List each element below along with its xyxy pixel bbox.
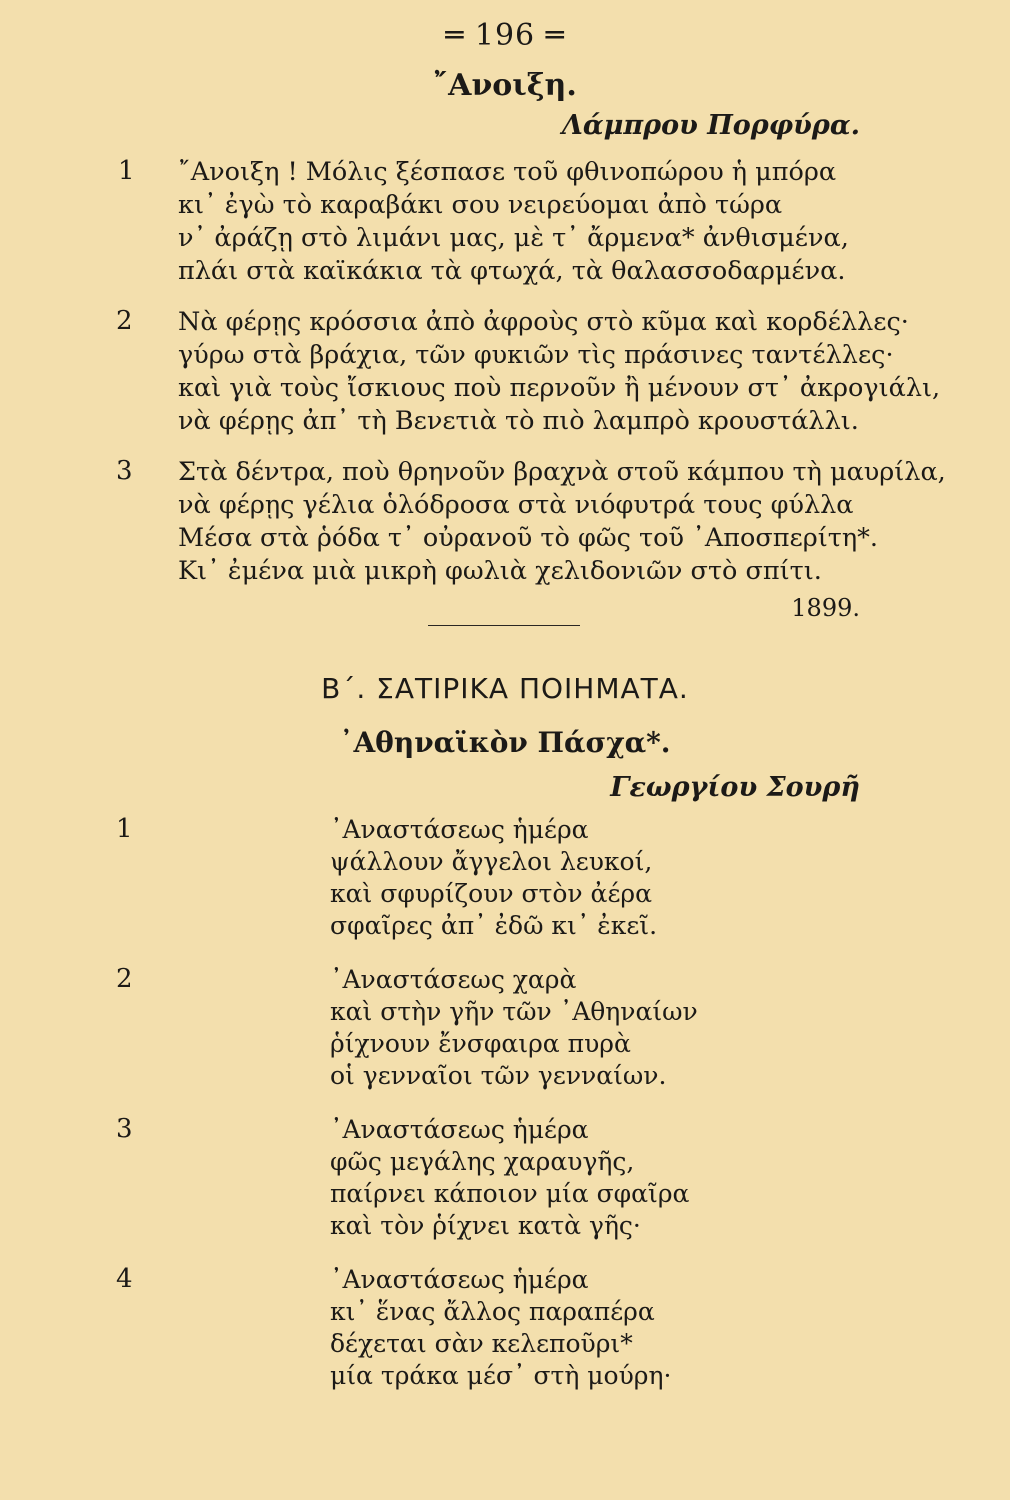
stanza-number: 3 (116, 1114, 133, 1144)
stanza (178, 306, 940, 438)
verse-line: σφαῖρες ἀπ᾿ ἐδῶ κι᾿ ἐκεῖ. (330, 911, 658, 940)
verse-line: ᾿Αναστάσεως ἡμέρα (330, 1115, 589, 1144)
verse-line: οἱ γενναῖοι τῶν γενναίων. (330, 1061, 667, 1090)
verse-line: καὶ στὴν γῆν τῶν ᾿Αθηναίων (330, 997, 698, 1026)
verse-line: ᾿Αναστάσεως ἡμέρα (330, 1265, 589, 1294)
verse-line: νὰ φέρῃς γέλια ὁλόδροσα στὰ νιόφυτρά τους φύλλα (178, 490, 854, 520)
verse-line: Μέσα στὰ ῥόδα τ᾿ οὐρανοῦ τὸ φῶς τοῦ ᾿Αποσπερίτη*. (178, 523, 878, 553)
stanza-number: 1 (118, 156, 135, 186)
verse-line: Κι᾿ ἐμένα μιὰ μικρὴ φωλιὰ χελιδονιῶν στὸ σπίτι. (178, 556, 822, 586)
poem-author: Λάμπρου Πορφύρα. (561, 110, 860, 141)
stanza (178, 456, 946, 588)
verse-line: παίρνει κάποιον μία σφαῖρα (330, 1179, 690, 1208)
stanza (330, 814, 657, 942)
stanza-number: 1 (116, 814, 133, 844)
stanza-number: 2 (116, 306, 133, 336)
verse-line: γύρω στὰ βράχια, τῶν φυκιῶν τὶς πράσινες ταντέλλες· (178, 340, 894, 370)
verse-line: ῎Ανοιξη ! Μόλις ξέσπασε τοῦ φθινοπώρου ἡ μπόρα (178, 157, 837, 187)
verse-line: καὶ σφυρίζουν στὸν ἀέρα (330, 879, 652, 908)
verse-line: κι᾿ ἐγὼ τὸ καραβάκι σου νειρεύομαι ἀπὸ τώρα (178, 190, 783, 220)
verse-line: καὶ γιὰ τοὺς ἴσκιους ποὺ περνοῦν ἢ μένουν στ᾿ ἀκρογιάλι, (178, 373, 941, 403)
stanza (330, 1114, 689, 1242)
stanza-number: 4 (116, 1264, 133, 1294)
stanza-number: 3 (116, 456, 133, 486)
poem-author: Γεωργίου Σουρῆ (610, 772, 860, 803)
section-heading: Β΄. ΣΑΤΙΡΙΚΑ ΠΟΙΗΜΑΤΑ. (321, 672, 689, 705)
verse-line: Στὰ δέντρα, ποὺ θρηνοῦν βραχνὰ στοῦ κάμπου τὴ μαυρίλα, (178, 457, 946, 487)
verse-line: ν᾿ ἀράζῃ στὸ λιμάνι μας, μὲ τ᾿ ἄρμενα* ἀνθισμένα, (178, 223, 849, 253)
verse-line: ᾿Αναστάσεως ἡμέρα (330, 815, 589, 844)
verse-line: πλάι στὰ καϊκάκια τὰ φτωχά, τὰ θαλασσοδαρμένα. (178, 256, 846, 286)
page-number: ═ 196 ═ (445, 18, 565, 53)
verse-line: κι᾿ ἕνας ἄλλος παραπέρα (330, 1297, 655, 1326)
verse-line: Νὰ φέρῃς κρόσσια ἀπὸ ἀφροὺς στὸ κῦμα καὶ κορδέλλες· (178, 307, 909, 337)
verse-line: ῥίχνουν ἔνσφαιρα πυρὰ (330, 1029, 631, 1058)
verse-line: καὶ τὸν ῥίχνει κατὰ γῆς· (330, 1211, 641, 1240)
stanza-number: 2 (116, 964, 133, 994)
verse-line: νὰ φέρῃς ἀπ᾿ τὴ Βενετιὰ τὸ πιὸ λαμπρὸ κρουστάλλι. (178, 406, 859, 436)
verse-line: ψάλλουν ἄγγελοι λευκοί, (330, 847, 653, 876)
poem-title: ᾿Αθηναϊκὸν Πάσχα*. (339, 726, 671, 759)
poem-year: 1899. (791, 594, 860, 622)
verse-line: φῶς μεγάλης χαραυγῆς, (330, 1147, 635, 1176)
verse-line: ᾿Αναστάσεως χαρὰ (330, 965, 577, 994)
verse-line: δέχεται σὰν κελεποῦρι* (330, 1329, 633, 1358)
stanza (178, 156, 849, 288)
poem-title: ῎Ανοιξη. (433, 68, 577, 103)
verse-line: μία τράκα μέσ᾿ στὴ μούρη· (330, 1361, 672, 1390)
stanza (330, 1264, 671, 1392)
stanza (330, 964, 698, 1092)
divider-rule (428, 625, 580, 626)
